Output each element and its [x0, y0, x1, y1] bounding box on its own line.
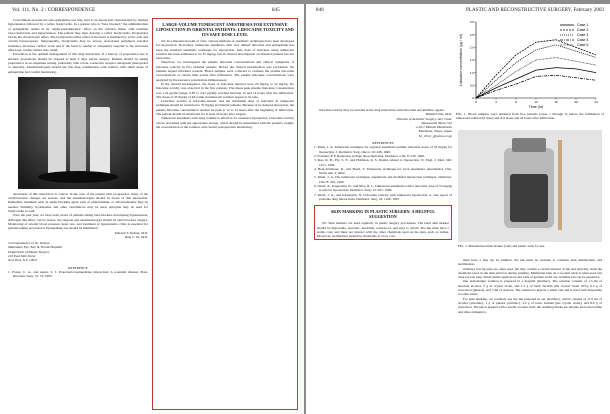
paragraph: Over the past year, we have been aware of patients taking beta-blockers developing hypertension. Although this effect can be severe, the surgeon and anesthesiologist should be alerted before surgery. Monitoring of arterial blood pressure, heart rate, and treatment of hypertensive crisis is essential for patients taking propranolol. Epinephrine use should be minimized.	[8, 213, 148, 231]
correspondence-line: Department of Plastic Surgery	[8, 249, 50, 254]
x-tick-label: 0	[475, 100, 477, 104]
x-tick-label: 20	[574, 100, 578, 104]
paragraph: Sir: Skin markers are used regularly in plastic surgery procedures. The ideal skin marker should be disposable, nontoxic, insoluble, waterproof, and easy to obtain. The ink must have a stable color and must not interact with the other chemicals used on the skin, such as iodine. Moreover, sterilization should be obtainable at a low cost.	[317, 221, 449, 239]
legend-label: Case 5	[577, 43, 589, 48]
article-title: SKIN MARKING IN PLASTIC SURGERY: A HELPFUL SUGGESTION	[330, 209, 436, 220]
signature-2: Yang C. Yu, M.D.	[124, 234, 148, 239]
x-tick-label: 24	[594, 100, 598, 104]
article-title: LARGE-VOLUME TUMESCENT ANESTHESIA FOR EXTENSIVE LIPOSUCTION IN ORIENTAL PATIENTS: LIDOCAINE TOXICITY AND ITS SAFE DOSE LEVEL	[156, 22, 294, 37]
reference-item: 6. Ostad, A., Kageyama, N., and Moy, R. L. Tumescent anesthesia with a lidocaine dose of 55 mg/kg is safe for liposuction. Dermatol. Surg. 22: 921, 1996.	[314, 184, 452, 193]
references-list	[8, 270, 148, 279]
references-heading: REFERENCE	[68, 265, 88, 270]
x-tick-label: 12	[534, 100, 538, 104]
figure-2-caption: FIG. 1. Manufactured ink marker (vial) and plastic stick for use.	[458, 244, 546, 248]
right-page	[306, 4, 610, 414]
ink-vial-photo	[458, 130, 602, 242]
series-line-case-1	[476, 68, 596, 98]
signature-line: Tamaswami Tama City	[421, 120, 452, 125]
y-tick-label: 2.0	[469, 45, 474, 50]
paragraph: Concomitant propranolol and epinephrine use may lead to an interaction characterized by marked hypertension followed by a reflex bradycardia. In a patient who is "beta blocked," the administration of epinephrine results in an "alpha-predominance" effect on the vascular tissue, with resultant vasoconstriction and hypertension. The patient may then develop a reflex bradycardia. Propranolol blocks the chronotropic effect. The bradycardia reflex effect of the heart is mediated by aortic arch and carotid baroreceptors. Subsequently, bradycardia may be severe. Associated peripheral vascular resistance increases cardiac work and if the heart is unable to adequately respond to the increased after-load, cardiac failure may result.	[8, 18, 148, 53]
y-tick-label: 1.5	[469, 58, 474, 63]
y-tick-label: 0	[472, 96, 474, 101]
figure-1-caption: FIG. 1. Blood samples were obtained from five patients (cases 1 through 5) before the infiltration of tumescent solution (0 hour) and at 8 hours and 24 hours after infiltration.	[456, 112, 604, 121]
paragraph: Therefore, we investigated the plasma lidocaine concentrations and clinical symptoms of lidocaine toxicity in five Oriental patients. Before the clinical investigation was performed, the patients signed informed consent. Blood samples were collected to evaluate the plasma lidocaine concentrations at certain time points after infiltration. The plasma lidocaine concentrations were analyzed by fluorescence polarization immunoassay.	[156, 60, 294, 82]
x-axis-label: Time (hr)	[528, 105, 544, 109]
paragraph: Tumescent anesthesia with large volume is effective for extensive liposuction. Lidocaine toxicity can be prevented with the appropriate dosage, which should be determined with the patient's weight, the concentration of the solution, and careful postoperative monitoring.	[156, 116, 294, 129]
y-tick-label: 2.5	[469, 32, 474, 37]
photo-figure	[18, 77, 138, 189]
paragraph: Ordinary felt-tip pens are often used, but they contain a certain amount of ink and typically resist the chemicals used on the skin and face during painting. Methylene blue on a wooden stick is often used, but does not last long. Small sterile applicators and vials of gentian violet are available but can be expensive.	[458, 266, 602, 280]
correspondence-block	[8, 241, 148, 262]
correspondence-line: New York, N.Y. 10021	[8, 258, 38, 263]
y-tick-label: 1.0	[469, 70, 474, 75]
signature-line: 2-16-1 Minami Hashimoto	[415, 125, 452, 130]
running-header-left: Vol. 111, No. 2 / CORRESPONDENCE	[12, 8, 96, 13]
references-heading: REFERENCES	[372, 141, 394, 146]
correspondence-line: 210 East 64th Street	[8, 254, 36, 259]
paragraph: Lidocaine toxicity is lidocaine-related, and the maximum dose of lidocaine in tumescent technique should be restricted to 35 mg/kg in Oriental patients. Because of its delayed absorption, the plasma lidocaine concentration reaches its peak at 12 to 14 hours after the beginning of infiltration. The patient should be monitored for at least 24 hours after surgery.	[156, 99, 294, 117]
legend-label: Case 4	[577, 38, 589, 43]
lidocaine-chart	[456, 16, 604, 110]
paragraph: Our skin-marker solution is prepared in a hospital pharmacy. The solution consists of 1.5 ml of absolute alcohol, 3 g of crystal violet, and 1.5 g of basic fuchsin (the crystal violet 16%), 0.3 g of resorcinol (phenol), and 5 ml of acetone. The solution is kept in a small vial and is used with disposable wooden sticks.	[458, 279, 602, 297]
y-tick-label: 3.0	[469, 20, 474, 25]
y-axis-label: Lidocaine concentration (μg / ml)	[459, 33, 463, 87]
legend-label: Case 1	[577, 23, 589, 28]
left-column-1	[8, 18, 148, 410]
paragraph: For skin marking, we routinely use the ink prepared in our pharmacy, which consists of 11.0 ml of alcohol (absolute), 1 g of phenol (carbolic), 3.0 g of basic fuchsin (the crystal violet), and 8.0 g of resorcinol. The ink is applied with a sterile wooden stick; the resulting marks are durable and resist iodine and other antiseptics.	[458, 296, 602, 314]
x-tick-label: 16	[554, 100, 558, 104]
reference-item: 1. Foster, C. A., and Aston, S. J. Propranolol-epinephrine interaction: A potential disaster. Plast. Reconstr. Surg. 72: 74, 1983.	[8, 269, 148, 279]
right-column-2	[458, 258, 602, 410]
reference-item: 5. Klein, J. A. The tumescent technique: Anesthesia and modified liposuction technique. Dermatol. Clin. 8: 425, 1990.	[314, 175, 452, 184]
paragraph: Awareness of this interaction is critical. In the case of the patient with propranolol, many of the cardiovascular changes are serious, and the anesthesiologist should be aware of this interaction. Immediate treatment with an alpha-blocking agent such as phentolamine or chlorpromazine may be needed. Similarly, hydralazine and other vasodilators may be used. Atropine may be used for bradycardia as well.	[8, 191, 148, 214]
y-tick-label: 0.5	[469, 83, 474, 88]
paragraph: lidocaine toxicity may be avoided in the drug interaction with lidocaine and inhibitor agents.	[319, 108, 445, 112]
paragraph: Prevention is the optimal management of this drug interaction. If a history of propranolol use is elicited, propranolol should be stopped at least 3 days before surgery. Patients should be taking propranolol in an outpatient setting, preferably with a beta-1-selective receptor antagonist (metoprolol or atenolol). Anesthesiologists should use this drug combination with caution, with small doses of epinephrine and careful monitoring.	[8, 52, 148, 74]
correspondence-line: Correspondence to Dr. Dosina	[8, 241, 50, 246]
page-number-left: 845	[272, 8, 280, 13]
signature-line: Division of Aesthetic Surgery, Atri Clinic	[396, 116, 452, 121]
legend-label: Case 2	[577, 28, 589, 33]
series-line-case-3	[476, 45, 596, 98]
paragraph: Sir: In a theoretical point of view, various methods of anesthetic techniques have been developed for liposuction. Nowadays, tumescent anesthesia with very diluted lidocaine and epinephrine has been the standard anesthetic technique for liposuction. Safe dose of lidocaine using tumescent solution has been estimated to be 35 mg/kg, but its clinical investigation on Oriental patients has not been done.	[156, 39, 294, 61]
signature-line: Yokohama, Tokyo, Japan	[418, 129, 452, 134]
reference-item: 3. Rao, R. B., Ely, S. F., and Hoffman, R. S. Deaths related to liposuction. N. Engl. J. Med. 340: 1471, 1999.	[314, 158, 452, 167]
x-tick-label: 4	[495, 100, 497, 104]
correspondence-line: Manhattan Eye, Ear, & Throat Hospital	[8, 245, 63, 250]
references-list	[314, 145, 452, 201]
legend-label: Case 3	[577, 33, 589, 38]
reference-item: 4. Berk-Schlesser, R., and Hoerl, T. Tumescent technique for local anesthesia. Anesthesiol. Clin. North Am. 3: 2002.	[314, 166, 452, 176]
email-line: h2_clinic_@yahoo.co.jp	[418, 133, 452, 138]
paragraph: must have a fine tip. In addition, the ink must be resistant to common skin disinfectants and sterilization.	[458, 258, 602, 267]
signature-1: Edward T. Dosina, M.D.	[114, 230, 148, 235]
page-number-right: 846	[316, 8, 324, 13]
running-header-right: PLASTIC AND RECONSTRUCTIVE SURGERY, February 2003	[466, 8, 605, 13]
signature-line: Hideaki Oha, M.D.	[425, 112, 452, 117]
left-column-2	[156, 20, 294, 408]
reference-item: 2. Fournier, P. F. Reduction syringe liposculpturing. Dermatol. Clin. 8: 539, 1990.	[314, 153, 425, 158]
paragraph: In the clinical investigation, the doses of lidocaine injected were 20 mg/kg to 52 mg/kg. No lidocaine toxicity was observed in the five patients. The mean peak plasma lidocaine concentration was 1.52 μg/ml (range, 0.85 to 2.61 μg/ml), reached between 12 and 14 hours after the infiltration. The doses of 35 mg/kg of lidocaine in tumescent solution appear to be safe.	[156, 81, 294, 99]
reference-item: 1. Klein, J. A. Tumescent technique for regional anesthesia permits lidocaine doses of 35 mg/kg for liposuction. J. Dermatol. Surg. Oncol. 16: 248, 1990.	[314, 145, 452, 154]
right-column-1	[314, 108, 452, 410]
x-tick-label: 8	[515, 100, 517, 104]
reference-item: 7. Klein, J. A., and Kassarjian, N. Lidocaine toxicity with tumescent liposuction: A case report of probable drug interactions. Dermatol. Surg. 23: 1169, 1997.	[314, 192, 452, 201]
left-page	[0, 4, 304, 414]
skin-marking-box	[314, 205, 452, 240]
